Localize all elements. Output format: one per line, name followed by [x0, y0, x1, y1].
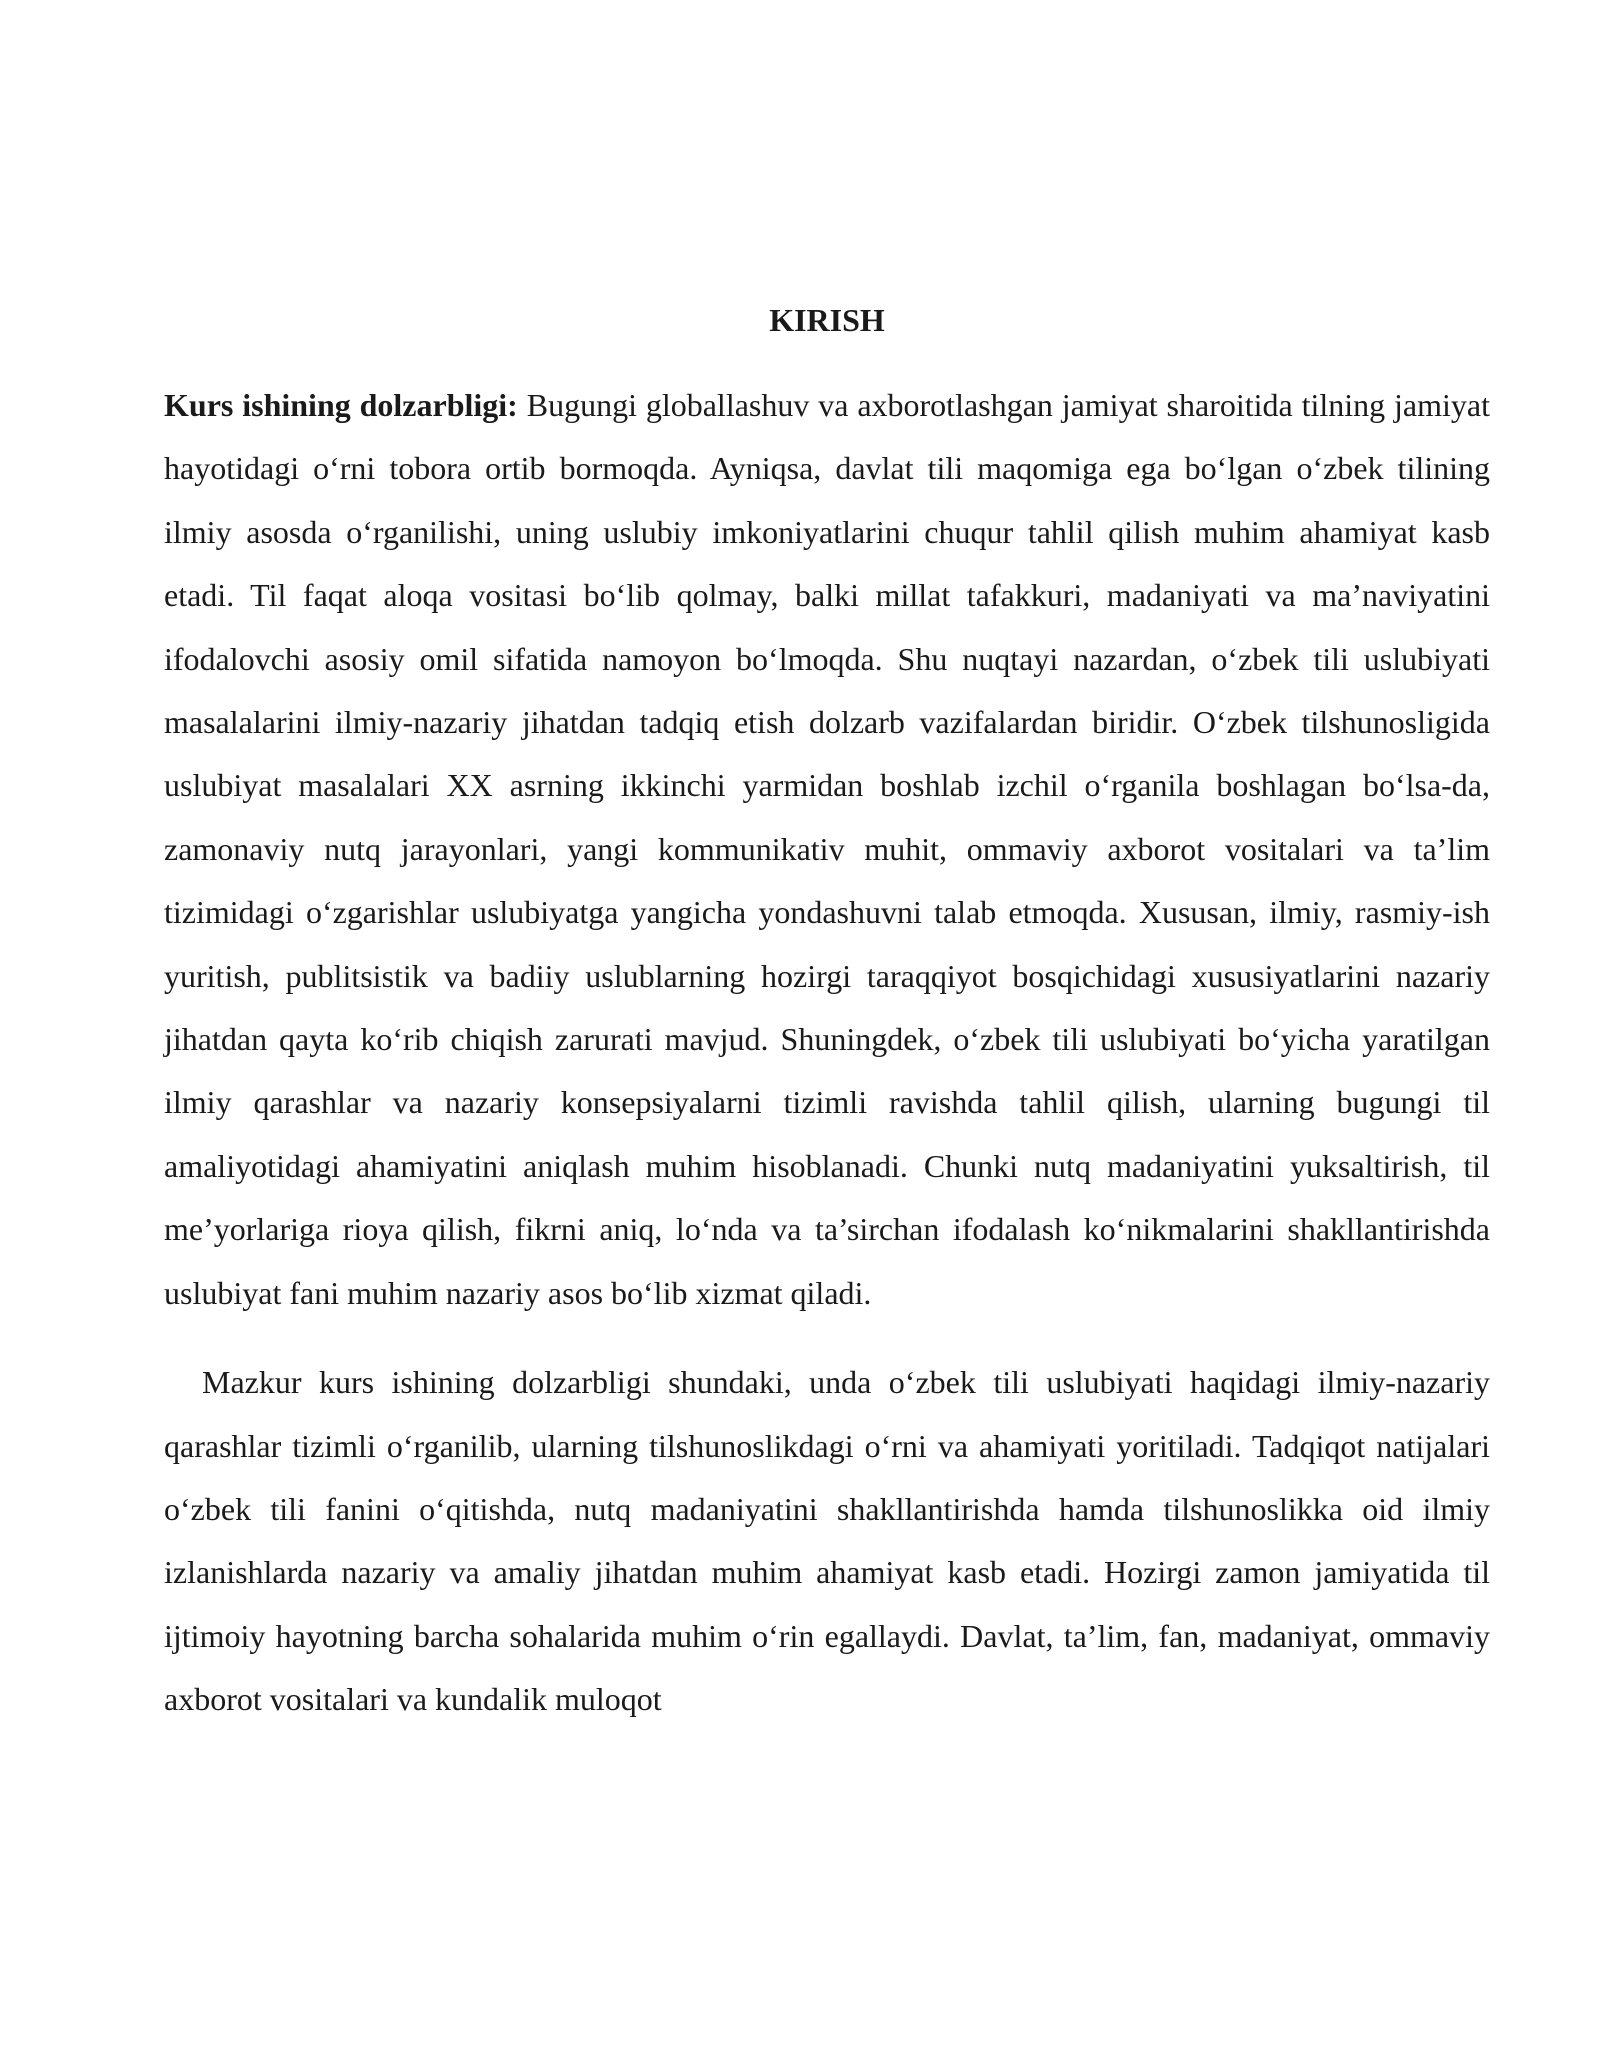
paragraph-continuation: Mazkur kurs ishining dolzarbligi shundaki, unda o‘zbek tili uslubiyati haqidagi ilmiy-nazariy qarashlar tizimli o‘rganilib, ularning tilshunoslikdagi o‘rni va ahamiyati yoritiladi. Tadqiqot natijalari o‘zbek tili fanini o‘qitishda, nutq madaniyatini shakllantirishda hamda tilshunoslikka oid ilmiy izlanishlarda nazariy va amaliy jihatdan muhim ahamiyat kasb etadi. Hozirgi zamon jamiyatida til ijtimoiy hayotning barcha sohalarida muhim o‘rin egallaydi. Davlat, ta’lim, fan, madaniyat, ommaviy axborot vositalari va kundalik muloqot	[164, 1364, 1490, 1718]
section-heading: KIRISH	[769, 302, 885, 338]
paragraph-lead: Kurs ishining dolzarbligi:	[164, 387, 518, 423]
paragraph-relevance	[164, 374, 1490, 1325]
document-body	[164, 300, 1490, 1732]
paragraph-text: Bugungi globallashuv va axborotlashgan jamiyat sharoitida tilning jamiyat hayotidagi o‘rni tobora ortib bormoqda. Ayniqsa, davlat tili maqomiga ega bo‘lgan o‘zbek tilining ilmiy asosda o‘rganilishi, uning uslubiy imkoniyatlarini chuqur tahlil qilish muhim ahamiyat kasb etadi. Til faqat aloqa vositasi bo‘lib qolmay, balki millat tafakkuri, madaniyati va ma’naviyatini ifodalovchi asosiy omil sifatida namoyon bo‘lmoqda. Shu nuqtayi nazardan, o‘zbek tili uslubiyati masalalarini ilmiy-nazariy jihatdan tadqiq etish dolzarb vazifalardan biridir. O‘zbek tilshunosligida uslubiyat masalalari XX asrning ikkinchi yarmidan boshlab izchil o‘rganila boshlagan bo‘lsa-da, zamonaviy nutq jarayonlari, yangi kommunikativ muhit, ommaviy axborot vositalari va ta’lim tizimidagi o‘zgarishlar uslubiyatga yangicha yondashuvni talab etmoqda. Xususan, ilmiy, rasmiy-ish yuritish, publitsistik va badiiy uslublarning hozirgi taraqqiyot bosqichidagi xususiyatlarini nazariy jihatdan qayta ko‘rib chiqish zarurati mavjud. Shuningdek, o‘zbek tili uslubiyati bo‘yicha yaratilgan ilmiy qarashlar va nazariy konsepsiyalarni tizimli ravishda tahlil qilish, ularning bugungi til amaliyotidagi ahamiyatini aniqlash muhim hisoblanadi. Chunki nutq madaniyatini yuksaltirish, til me’yorlariga rioya qilish, fikrni aniq, lo‘nda va ta’sirchan ifodalash ko‘nikmalarini shakllantirishda uslubiyat fani muhim nazariy asos bo‘lib xizmat qiladi.	[164, 387, 1491, 1311]
